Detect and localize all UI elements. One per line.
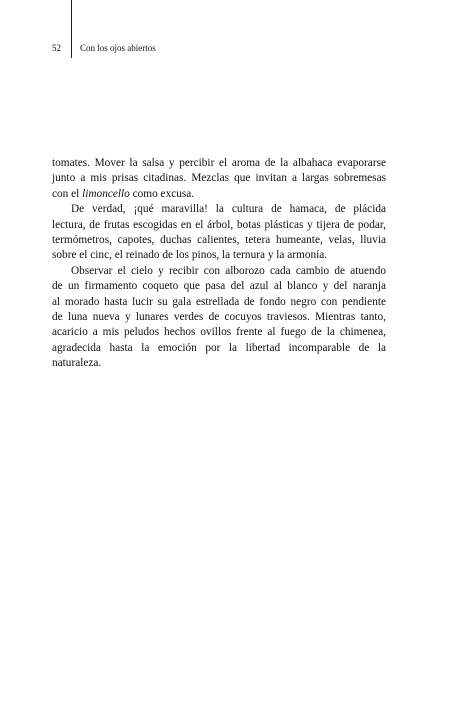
running-title: Con los ojos abiertos <box>80 43 156 53</box>
text-segment: como excusa. <box>129 187 195 200</box>
text-line: termómetros, capotes, duchas calientes, tetera humeante, velas, lluvia <box>52 234 386 247</box>
text-line <box>52 187 386 202</box>
text-line: lectura, de frutas escogidas en el árbol, botas plásticas y tijera de podar, <box>52 218 386 231</box>
text-line: de luna nueva y lunares verdes de cocuyos traviesos. Mientras tanto, <box>52 311 386 324</box>
paragraph-1 <box>52 156 386 202</box>
header-divider <box>71 0 72 58</box>
text-line: De verdad, ¡qué maravilla! la cultura de hamaca, de plácida <box>71 203 386 216</box>
body-text <box>52 156 386 372</box>
text-line: junto a mis prisas citadinas. Mezclas que invitan a largas sobremesas <box>52 172 386 185</box>
text-line: al morado hasta lucir su gala estrellada de fondo negro con pendiente <box>52 295 386 308</box>
text-line: Observar el cielo y recibir con alborozo cada cambio de atuendo <box>71 264 386 277</box>
text-line: agradecida hasta la emoción por la libertad incomparable de la <box>52 341 386 354</box>
text-line: acaricio a mis peludos hechos ovillos frente al fuego de la chimenea, <box>52 326 386 339</box>
page-number: 52 <box>52 43 61 53</box>
paragraph-2 <box>52 202 386 264</box>
text-line: de un firmamento coqueto que pasa del azul al blanco y del naranja <box>52 280 386 293</box>
text-line: tomates. Mover la salsa y percibir el aroma de la albahaca evaporarse <box>52 157 386 169</box>
text-segment: con el <box>52 187 83 200</box>
text-line: sobre el cinc, el reinado de los pinos, la ternura y la armonía. <box>52 249 328 262</box>
text-line: naturaleza. <box>52 357 102 370</box>
italic-term: limoncello <box>82 187 130 200</box>
paragraph-3 <box>52 264 386 372</box>
